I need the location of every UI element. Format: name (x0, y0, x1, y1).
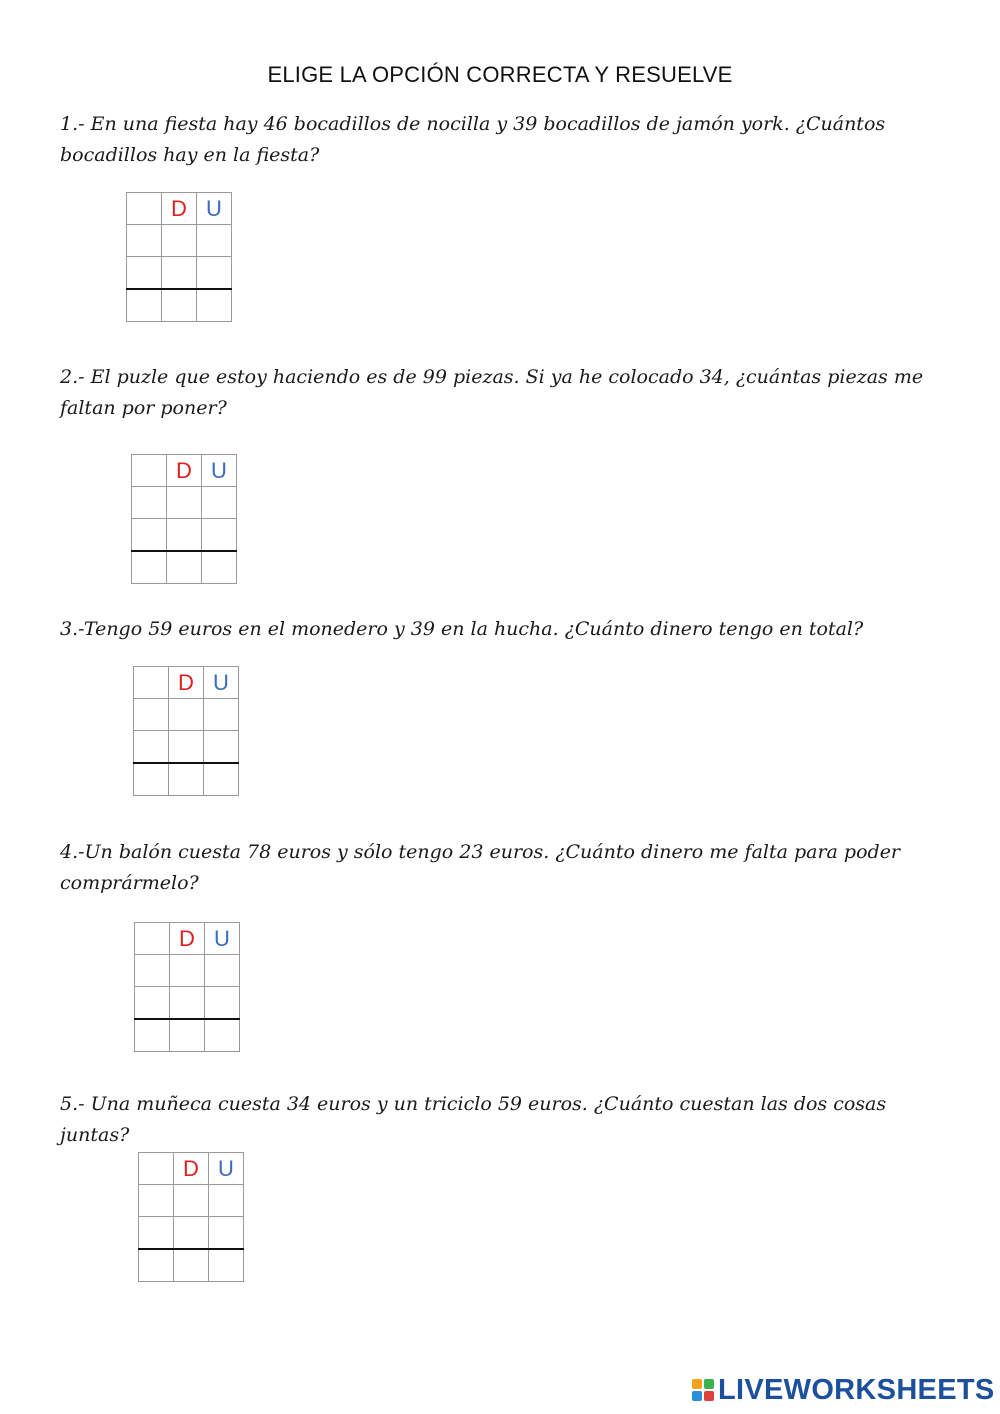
grid-cell[interactable] (209, 1185, 244, 1217)
grid-header-u: U (209, 1153, 244, 1185)
grid-cell[interactable] (202, 519, 237, 552)
problem-2-grid (131, 454, 237, 584)
grid-result-cell[interactable] (167, 551, 202, 584)
grid-header-blank (135, 923, 170, 955)
grid-result-cell[interactable] (174, 1249, 209, 1282)
grid-header-d: D (169, 667, 204, 699)
grid-cell[interactable] (197, 225, 232, 257)
grid-result-cell[interactable] (132, 551, 167, 584)
grid-header-u: U (197, 193, 232, 225)
grid-cell[interactable] (132, 487, 167, 519)
grid-cell[interactable] (169, 699, 204, 731)
grid-header-blank (132, 455, 167, 487)
problem-3-grid (133, 666, 239, 796)
grid-cell[interactable] (209, 1217, 244, 1250)
grid-header-d: D (162, 193, 197, 225)
grid-result-cell[interactable] (209, 1249, 244, 1282)
grid-result-cell[interactable] (139, 1249, 174, 1282)
grid-header-blank (139, 1153, 174, 1185)
grid-cell[interactable] (127, 257, 162, 290)
grid-cell[interactable] (205, 987, 240, 1020)
grid-cell[interactable] (169, 731, 204, 764)
problem-5-text: 5.- Una muñeca cuesta 34 euros y un triciclo 59 euros. ¿Cuánto cuestan las dos cosas juntas? (60, 1093, 887, 1146)
problem-1-text: 1.- En una fiesta hay 46 bocadillos de nocilla y 39 bocadillos de jamón york. ¿Cuántos bocadillos hay en la fiesta? (60, 113, 886, 166)
grid-cell[interactable] (167, 519, 202, 552)
problem-1-grid (126, 192, 232, 322)
grid-result-cell[interactable] (135, 1019, 170, 1052)
grid-cell[interactable] (202, 487, 237, 519)
grid-cell[interactable] (205, 955, 240, 987)
grid-cell[interactable] (204, 699, 239, 731)
grid-header-d: D (174, 1153, 209, 1185)
problem-2-text: 2.- El puzle que estoy haciendo es de 99 piezas. Si ya he colocado 34, ¿cuántas piezas me faltan por poner? (60, 366, 924, 419)
grid-result-cell[interactable] (197, 289, 232, 322)
grid-header-blank (134, 667, 169, 699)
grid-result-cell[interactable] (162, 289, 197, 322)
grid-header-d: D (170, 923, 205, 955)
grid-header-u: U (202, 455, 237, 487)
grid-cell[interactable] (134, 699, 169, 731)
grid-cell[interactable] (174, 1185, 209, 1217)
problem-3-text: 3.-Tengo 59 euros en el monedero y 39 en la hucha. ¿Cuánto dinero tengo en total? (60, 618, 864, 640)
grid-cell[interactable] (162, 225, 197, 257)
grid-cell[interactable] (132, 519, 167, 552)
grid-cell[interactable] (135, 987, 170, 1020)
grid-result-cell[interactable] (202, 551, 237, 584)
grid-cell[interactable] (135, 955, 170, 987)
grid-header-u: U (204, 667, 239, 699)
brand-text: LIVEWORKSHEETS (718, 1373, 995, 1406)
grid-cell[interactable] (197, 257, 232, 290)
grid-result-cell[interactable] (169, 763, 204, 796)
grid-cell[interactable] (167, 487, 202, 519)
grid-cell[interactable] (174, 1217, 209, 1250)
grid-result-cell[interactable] (205, 1019, 240, 1052)
grid-cell[interactable] (170, 987, 205, 1020)
page-title: ELIGE LA OPCIÓN CORRECTA Y RESUELVE (267, 62, 733, 87)
grid-header-blank (127, 193, 162, 225)
grid-cell[interactable] (162, 257, 197, 290)
grid-cell[interactable] (170, 955, 205, 987)
problem-4-text: 4.-Un balón cuesta 78 euros y sólo tengo 23 euros. ¿Cuánto dinero me falta para poder comprármelo? (60, 841, 901, 894)
grid-header-d: D (167, 455, 202, 487)
grid-cell[interactable] (204, 731, 239, 764)
grid-cell[interactable] (139, 1217, 174, 1250)
grid-result-cell[interactable] (127, 289, 162, 322)
problem-4-grid (134, 922, 240, 1052)
grid-result-cell[interactable] (170, 1019, 205, 1052)
grid-result-cell[interactable] (134, 763, 169, 796)
problem-5-grid (138, 1152, 244, 1282)
grid-cell[interactable] (134, 731, 169, 764)
grid-cell[interactable] (139, 1185, 174, 1217)
liveworksheets-logo-icon (692, 1379, 714, 1401)
grid-header-u: U (205, 923, 240, 955)
liveworksheets-brand (692, 1374, 995, 1406)
grid-cell[interactable] (127, 225, 162, 257)
grid-result-cell[interactable] (204, 763, 239, 796)
